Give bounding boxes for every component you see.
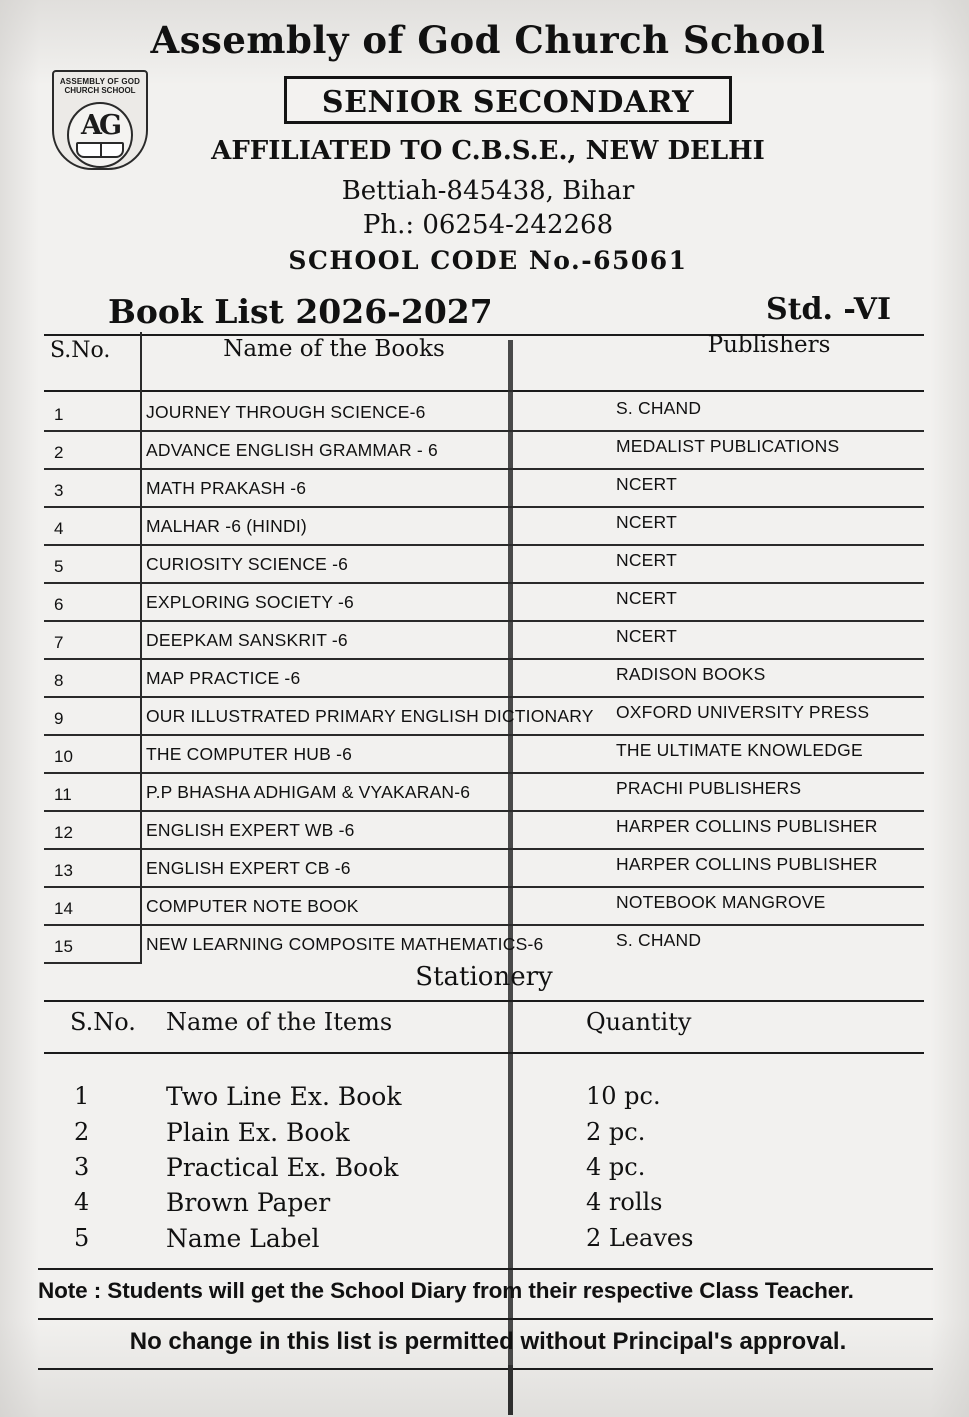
list-item (44, 1188, 924, 1224)
school-name: Assembly of God Church School (150, 18, 826, 62)
note-school-diary: Note : Students will get the School Diary from their respective Class Teacher. (38, 1278, 854, 1303)
book-publisher: MEDALIST PUBLICATIONS (616, 436, 840, 456)
phone-line: Ph.: 06254-242268 (362, 210, 614, 240)
book-sno: 5 (54, 557, 64, 576)
stationery-sno: 2 (74, 1118, 90, 1146)
books-col-publisher: Publishers (707, 332, 831, 358)
table-row (44, 774, 924, 812)
book-sno: 10 (54, 747, 73, 766)
stationery-top-rule (44, 1000, 924, 1002)
stationery-name: Practical Ex. Book (166, 1153, 399, 1182)
book-name: JOURNEY THROUGH SCIENCE-6 (146, 402, 426, 422)
stationery-name: Name Label (166, 1224, 320, 1253)
books-table-header (44, 332, 924, 374)
table-row (44, 888, 924, 926)
senior-secondary-badge (284, 76, 732, 124)
books-col-sno: S.No. (50, 338, 111, 363)
book-sno: 7 (54, 633, 64, 652)
book-name: COMPUTER NOTE BOOK (146, 896, 359, 916)
table-row (44, 660, 924, 698)
notes-top-rule (38, 1268, 933, 1270)
notes-mid-rule (38, 1318, 933, 1320)
table-row (44, 508, 924, 546)
book-name: ENGLISH EXPERT WB -6 (146, 820, 355, 840)
logo-line-2: CHURCH SCHOOL (64, 86, 136, 95)
stationery-name: Brown Paper (166, 1188, 331, 1217)
stationery-col-name: Name of the Items (166, 1008, 393, 1036)
stationery-qty: 4 pc. (586, 1153, 646, 1181)
list-item (44, 1118, 924, 1154)
book-name: P.P BHASHA ADHIGAM & VYAKARAN-6 (146, 782, 471, 802)
book-sno: 1 (54, 405, 64, 424)
books-col-name: Name of the Books (223, 336, 445, 362)
page-title: Book List 2026-2027 (108, 292, 493, 331)
book-publisher: NCERT (616, 626, 677, 646)
book-sno: 13 (54, 861, 73, 880)
book-name: OUR ILLUSTRATED PRIMARY ENGLISH DICTIONARY (146, 706, 594, 726)
stationery-sno: 4 (74, 1188, 90, 1216)
table-row (44, 470, 924, 508)
book-sno: 11 (54, 785, 72, 804)
book-sno: 6 (54, 595, 64, 614)
list-item (44, 1153, 924, 1189)
table-row (44, 736, 924, 774)
table-row (44, 432, 924, 470)
book-publisher: S. CHAND (616, 930, 702, 950)
book-sno: 15 (54, 937, 73, 956)
booklist-sheet (22, 10, 947, 1407)
book-publisher: NCERT (616, 550, 677, 570)
stationery-sno: 5 (74, 1224, 90, 1252)
book-sno: 12 (54, 823, 73, 842)
book-name: NEW LEARNING COMPOSITE MATHEMATICS-6 (146, 934, 544, 954)
list-item (44, 1082, 924, 1118)
table-row (44, 394, 924, 432)
logo-monogram: AG (80, 110, 120, 141)
list-item (44, 1224, 924, 1260)
standard-label: Std. -VI (766, 292, 891, 327)
book-name: CURIOSITY SCIENCE -6 (146, 554, 349, 574)
stationery-table-header (44, 1006, 924, 1046)
stationery-title: Stationery (415, 962, 553, 992)
book-sno: 4 (54, 519, 64, 538)
book-sno: 14 (54, 899, 73, 918)
book-publisher: HARPER COLLINS PUBLISHER (616, 854, 878, 874)
stationery-qty: 2 pc. (586, 1118, 646, 1146)
logo-line-1: ASSEMBLY OF GOD (59, 77, 141, 86)
book-publisher: NCERT (616, 588, 677, 608)
book-publisher: PRACHI PUBLISHERS (616, 778, 802, 798)
stationery-qty: 4 rolls (586, 1188, 663, 1216)
book-name: MAP PRACTICE -6 (146, 668, 301, 688)
stationery-col-quantity: Quantity (586, 1008, 692, 1036)
book-publisher: RADISON BOOKS (616, 664, 766, 684)
book-sno: 3 (54, 481, 64, 500)
affiliation-line: AFFILIATED TO C.B.S.E., NEW DELHI (211, 136, 765, 166)
book-sno: 9 (54, 709, 64, 728)
books-table (44, 332, 924, 956)
stationery-sno: 1 (74, 1082, 90, 1110)
book-publisher: NCERT (616, 474, 677, 494)
book-name: EXPLORING SOCIETY -6 (146, 592, 354, 612)
address-line: Bettiah-845438, Bihar (341, 176, 635, 206)
stationery-name: Plain Ex. Book (166, 1118, 350, 1147)
book-name: ENGLISH EXPERT CB -6 (146, 858, 351, 878)
table-row (44, 698, 924, 736)
book-name: MALHAR -6 (HINDI) (146, 516, 307, 536)
book-publisher: NCERT (616, 512, 677, 532)
notes-bottom-rule (38, 1368, 933, 1370)
book-publisher: NOTEBOOK MANGROVE (616, 892, 826, 912)
table-row (44, 812, 924, 850)
table-row (44, 622, 924, 660)
senior-secondary-label: SENIOR SECONDARY (321, 85, 695, 120)
book-sno: 8 (54, 671, 64, 690)
note-no-change: No change in this list is permitted without Principal's approval. (129, 1328, 847, 1355)
stationery-name: Two Line Ex. Book (166, 1082, 402, 1111)
book-sno: 2 (54, 443, 64, 462)
book-publisher: OXFORD UNIVERSITY PRESS (616, 702, 870, 722)
table-row (44, 926, 924, 964)
book-publisher: S. CHAND (616, 398, 702, 418)
book-name: MATH PRAKASH -6 (146, 478, 307, 498)
school-code-line: SCHOOL CODE No.-65061 (288, 246, 688, 275)
center-fold-line-bottom (508, 1365, 513, 1415)
book-publisher: HARPER COLLINS PUBLISHER (616, 816, 878, 836)
stationery-qty: 2 Leaves (586, 1224, 694, 1252)
book-name: THE COMPUTER HUB -6 (146, 744, 353, 764)
stationery-sno: 3 (74, 1153, 90, 1181)
book-publisher: THE ULTIMATE KNOWLEDGE (616, 740, 863, 760)
stationery-col-sno: S.No. (70, 1008, 136, 1036)
book-name: DEEPKAM SANSKRIT -6 (146, 630, 348, 650)
book-name: ADVANCE ENGLISH GRAMMAR - 6 (146, 440, 438, 460)
table-row (44, 584, 924, 622)
table-row (44, 546, 924, 584)
stationery-qty: 10 pc. (586, 1082, 661, 1110)
stationery-header-rule (44, 1052, 924, 1054)
table-row (44, 850, 924, 888)
